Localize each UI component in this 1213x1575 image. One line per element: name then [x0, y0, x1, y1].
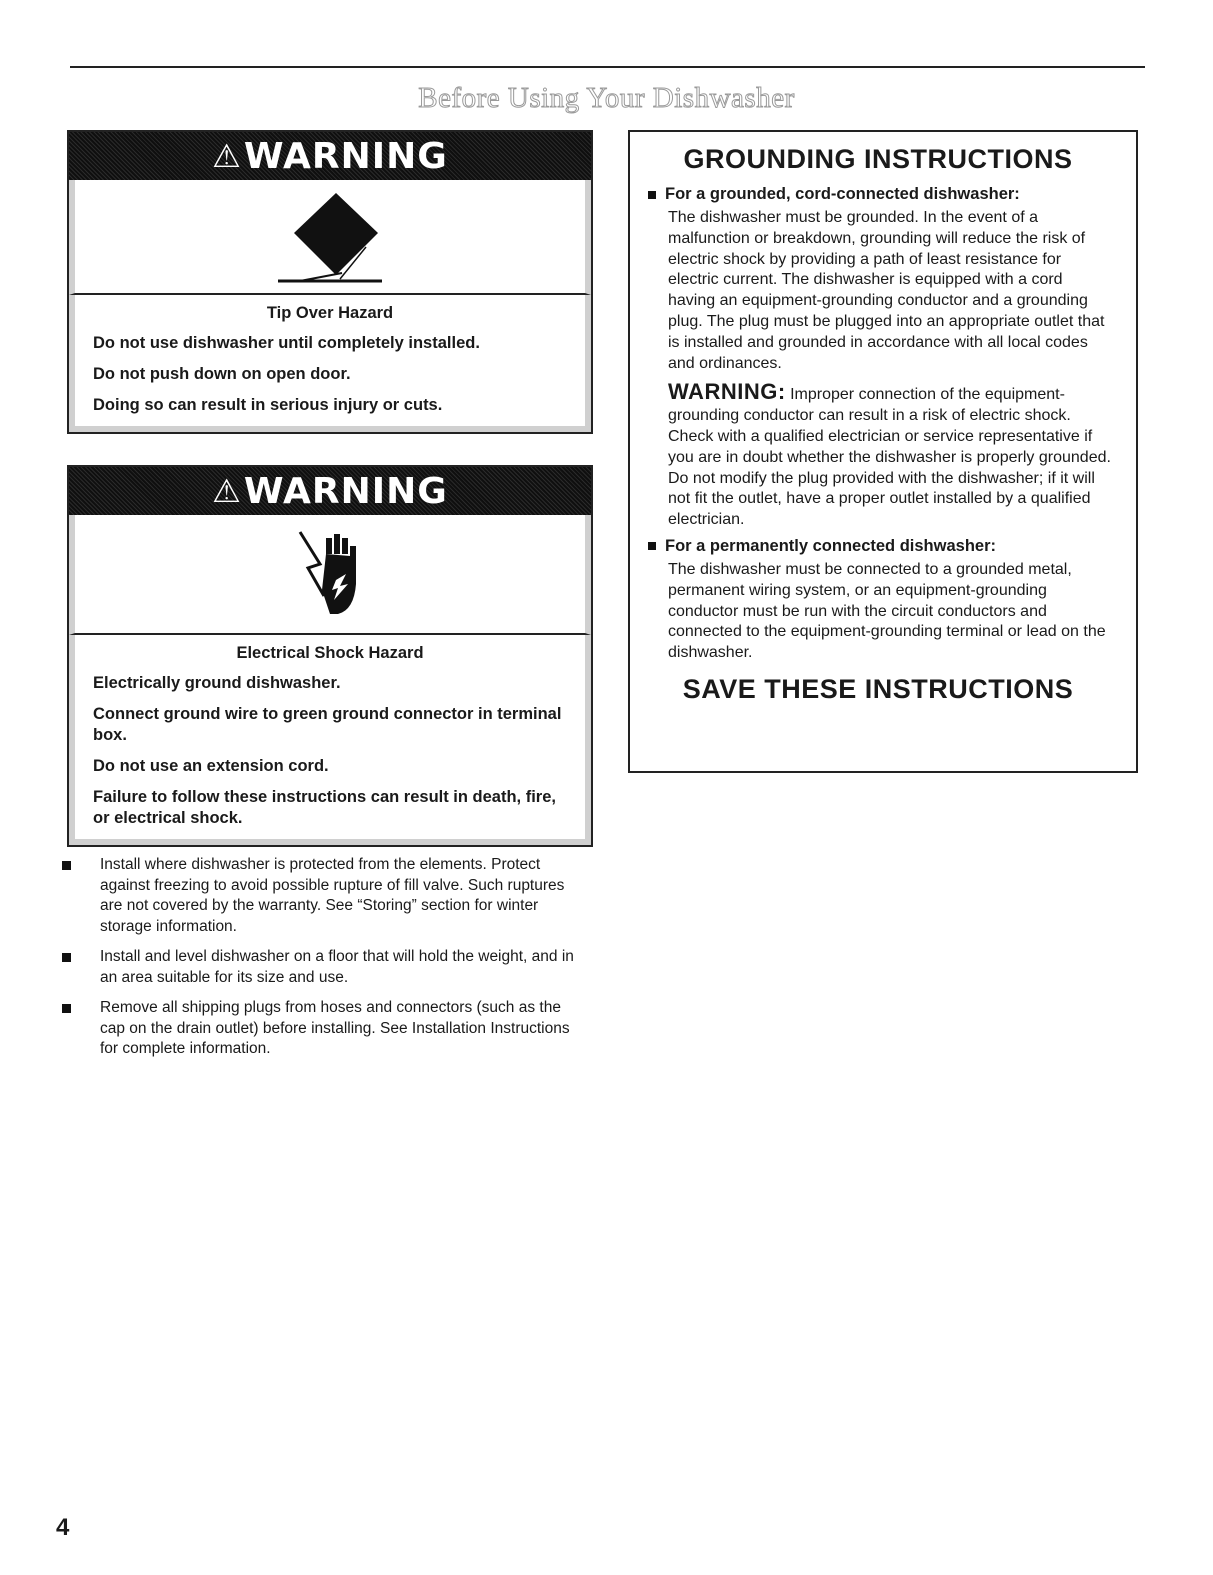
warning-line: Do not use dishwasher until completely installed. — [93, 334, 480, 352]
grounding-instructions-box — [628, 130, 1138, 773]
warning-line: Failure to follow these instructions can result in death, fire, or electrical shock. — [93, 788, 556, 827]
bullet-square-icon — [648, 542, 656, 550]
warning-line: Do not use an extension cord. — [93, 757, 329, 775]
page-number: 4 — [56, 1514, 70, 1541]
list-item-text: Install and level dishwasher on a floor that will hold the weight, and in an area suitable for its size and use. — [100, 948, 574, 986]
warning-header-label: WARNING — [243, 470, 448, 512]
warning-symbol-panel — [69, 180, 591, 295]
tip-over-icon — [270, 187, 390, 287]
warning-header — [69, 132, 591, 180]
warning-line: Doing so can result in serious injury or cuts. — [93, 396, 443, 414]
grounding-warning-label: WARNING: — [668, 379, 786, 405]
bullet-square-icon — [62, 953, 71, 962]
top-rule — [70, 66, 1145, 68]
bullet-square-icon — [648, 191, 656, 199]
warning-header-label: WARNING — [243, 135, 448, 177]
hazard-title: Electrical Shock Hazard — [236, 644, 424, 662]
warning-line: Do not push down on open door. — [93, 365, 351, 383]
permanent-text: The dishwasher must be connected to a grounded metal, permanent wiring system, or an equipment-grounding conductor must be run with the circuit conductors and connected to the equipment-grounding terminal or lead on the dishwasher. — [668, 560, 1106, 662]
corded-heading — [644, 185, 1112, 204]
save-instructions: SAVE THESE INSTRUCTIONS — [682, 673, 1074, 704]
bullet-square-icon — [62, 1004, 71, 1013]
electrical-shock-warning-box — [67, 465, 593, 847]
list-item — [60, 998, 590, 1060]
list-item-text: Remove all shipping plugs from hoses and connectors (such as the cap on the drain outlet) before installing. See Installation Instructions for complete information. — [100, 999, 570, 1057]
warning-text — [69, 295, 591, 432]
warning-triangle-icon: ⚠ — [212, 472, 242, 510]
section-title: Before Using Your Dishwasher — [418, 82, 795, 114]
warning-line: Electrically ground dishwasher. — [93, 674, 341, 692]
warning-line: Connect ground wire to green ground connector in terminal box. — [93, 705, 562, 744]
bullet-square-icon — [62, 861, 71, 870]
grounding-warning — [668, 379, 1112, 531]
warning-triangle-icon: ⚠ — [212, 137, 242, 175]
hazard-title: Tip Over Hazard — [266, 304, 394, 322]
grounding-warning-text: Improper connection of the equipment-grounding conductor can result in a risk of electric shock. Check with a qualified electrician or service representative if you are in doubt whether the dishwasher is properly grounded. Do not modify the plug provided with the dishwasher; if it will not fit the outlet, have a proper outlet installed by a qualified electrician. — [668, 386, 1111, 529]
permanent-heading-text: For a permanently connected dishwasher: — [665, 536, 996, 555]
list-item-text: Install where dishwasher is protected from the elements. Protect against freezing to avoid possible rupture of fill valve. Such ruptures are not covered by the warranty. See “Storing” section for winter storage information. — [100, 856, 565, 935]
tip-over-warning-box — [67, 130, 593, 434]
grounding-title: GROUNDING INSTRUCTIONS — [683, 144, 1073, 174]
list-item — [60, 947, 590, 988]
warning-text — [69, 635, 591, 845]
corded-text: The dishwasher must be grounded. In the event of a malfunction or breakdown, grounding will reduce the risk of electric shock by providing a path of least resistance for electric current. The dishwasher is equipped with a cord having an equipment-grounding conductor and a grounding plug. The plug must be plugged into an appropriate outlet that is installed and grounded in accordance with all local codes and ordinances. — [668, 209, 1105, 372]
warning-symbol-panel — [69, 515, 591, 635]
corded-heading-text: For a grounded, cord-connected dishwasher: — [665, 185, 1020, 203]
permanent-heading — [644, 537, 1112, 556]
warning-header — [69, 467, 591, 515]
electrical-shock-icon — [290, 524, 370, 624]
list-item — [60, 855, 590, 937]
installation-bullets — [60, 855, 590, 1070]
